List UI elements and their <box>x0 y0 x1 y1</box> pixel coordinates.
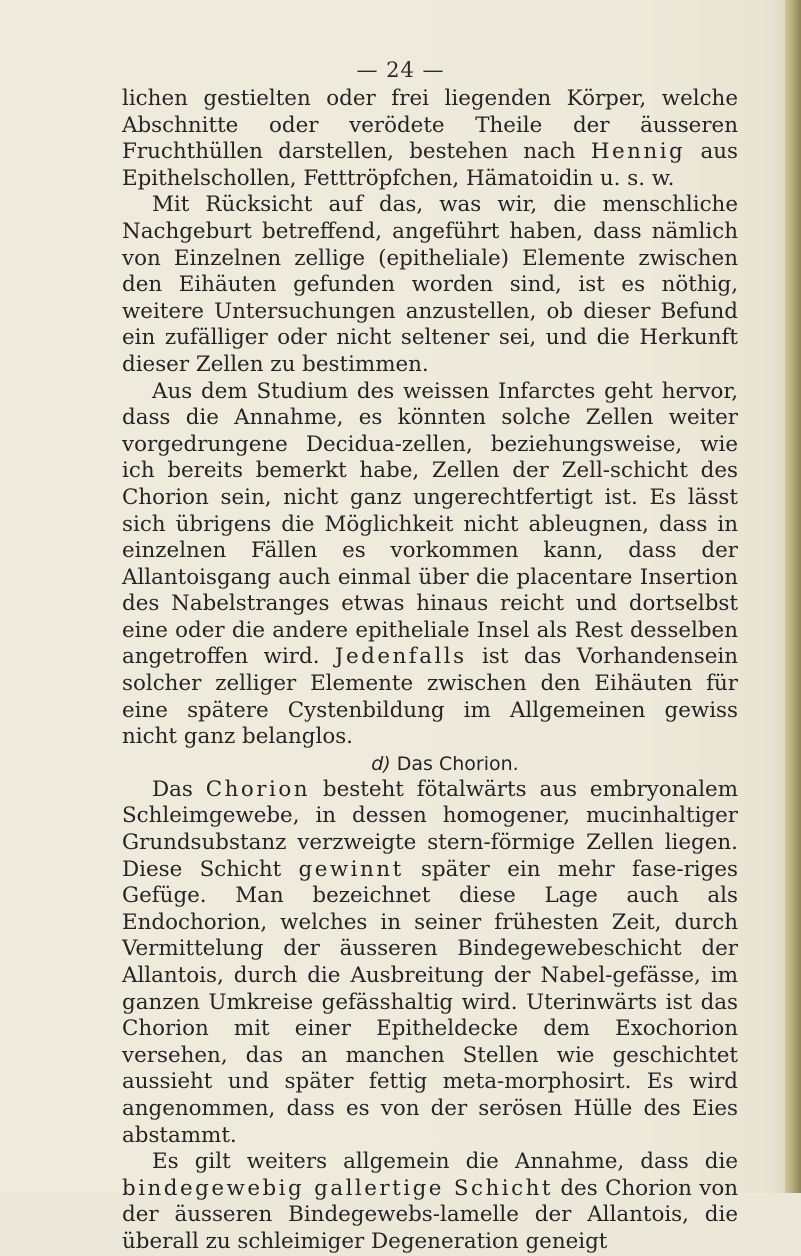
text-run: ist das Vorhandensein solcher zelliger Elemente zwischen den Eihäuten für eine spätere Cystenbildung im Allgemeinen gewiss nicht ganz belanglos. <box>122 644 738 750</box>
emphasis-spaced: gewinnt <box>298 856 404 882</box>
text-run: später ein mehr fase-riges Gefüge. Man bezeichnet diese Lage auch als Endochorion, welches in seiner frühesten Zeit, durch Vermittelung der äusseren Bindegewebeschicht der Allantois, durch die Ausbreitung der Nabel-gefässe, im ganzen Umkreise gefässhaltig wird. Uterinwärts ist das Chorion mit einer Epitheldecke dem Exochorion versehen, das an manchen Stellen wie geschichtet aussieht und später fettig meta-morphosirt. Es wird angenommen, dass es von der serösen Hülle des Eies abstammt. <box>122 856 738 1148</box>
author-name-spaced: Hennig <box>590 139 686 165</box>
section-heading <box>122 751 738 777</box>
emphasis-spaced: bindegewebig gallertige Schicht <box>122 1175 553 1201</box>
emphasis-spaced: Chorion <box>205 776 311 802</box>
paragraph-2: Mit Rücksicht auf das, was wir, die menschliche Nachgeburt betreffend, angeführt haben, dass nämlich von Einzelnen zellige (epitheliale) Elemente zwischen den Eihäuten gefunden worden sind, ist es nöthig, weitere Untersuchungen anzustellen, ob dieser Befund ein zufälliger oder nicht seltener sei, und die Herkunft dieser Zellen zu bestimmen. <box>122 192 738 377</box>
text-run: lichen gestielten oder frei liegenden Körper, welche Abschnitte oder verödete Theile der äusseren Fruchthüllen darstellen, bestehen nach <box>122 86 738 165</box>
paragraph-4 <box>122 777 738 1149</box>
book-spine <box>785 0 801 1193</box>
text-run: Das <box>152 776 206 802</box>
paragraph-5 <box>122 1149 738 1255</box>
section-title: Das Chorion. <box>396 752 519 775</box>
paragraph-1 <box>122 86 738 192</box>
text-run: des Chorion von der äusseren Bindegewebs-lamelle der Allantois, die überall zu schleimiger Degeneration geneigt <box>122 1175 739 1254</box>
section-letter: d) <box>371 752 391 775</box>
paragraph-3 <box>122 379 738 751</box>
text-run: Es gilt weiters allgemein die Annahme, dass die <box>152 1149 738 1175</box>
text-run: aus Epithelschollen, Fetttröpfchen, Hämatoidin u. s. w. <box>122 139 739 191</box>
body-text <box>122 86 738 1256</box>
page-number: — 24 — <box>356 58 445 82</box>
text-run: besteht fötalwärts aus embryonalem Schleimgewebe, in dessen homogener, mucinhaltiger Grundsubstanz verzweigte stern-förmige Zellen liegen. Diese Schicht <box>122 776 738 882</box>
text-run: Aus dem Studium des weissen Infarctes geht hervor, dass die Annahme, es könnten solche Zellen weiter vorgedrungene Decidua-zellen, beziehungsweise, wie ich bereits bemerkt habe, Zellen der Zell-schicht des Chorion sein, nicht ganz ungerechtfertigt ist. Es lässt sich übrigens die Möglichkeit nicht ableugnen, dass in einzelnen Fällen es vorkommen kann, dass der Allantoisgang auch einmal über die placentare Insertion des Nabelstranges etwas hinaus reicht und dortselbst eine oder die andere epitheliale Insel als Rest desselben angetroffen wird. <box>122 378 738 670</box>
emphasis-spaced: Jedenfalls <box>334 644 467 670</box>
